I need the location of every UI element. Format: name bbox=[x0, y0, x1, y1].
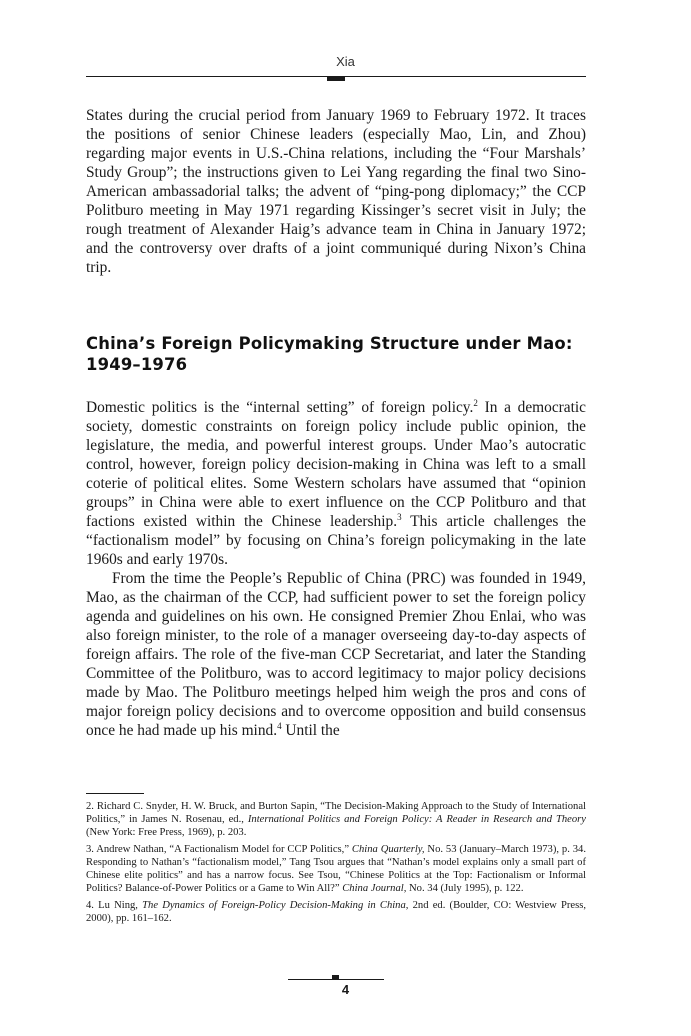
footer-rule bbox=[288, 979, 384, 980]
prc-text-a: From the time the People’s Republic of China (PRC) was founded in 1949, Mao, as the chairman of the CCP, had sufficient power to set the foreign policy agenda and guidelines on his own. He consigned Premier Zhou Enlai, who was also foreign minister, to the role of a manager overseeing day-to-day aspects of foreign affairs. The role of the five-man CCP Secretariat, and later the Standing Committee of the Politburo, was to accord legitimacy to major policy decisions made by Mao. The Politburo meetings helped him weigh the pros and cons of major foreign policy decisions and to overcome opposition and build consensus once he had made up his mind. bbox=[86, 570, 586, 739]
domestic-politics-paragraph bbox=[86, 398, 586, 569]
footnote-separator bbox=[86, 793, 144, 794]
main-body bbox=[86, 398, 586, 740]
footnote-4-title: The Dynamics of Foreign-Policy Decision-Making in China, bbox=[142, 900, 409, 911]
footnote-3-journal: China Quarterly, bbox=[351, 844, 425, 855]
footnote-3-text: 3. Andrew Nathan, “A Factionalism Model for CCP Politics,” bbox=[86, 844, 352, 855]
footnote-2 bbox=[86, 800, 586, 839]
running-head: Xia bbox=[336, 54, 355, 69]
footnote-4-pub: 2nd ed. (Boulder, CO: Westview Press, 2000), pp. 161–162. bbox=[86, 900, 586, 924]
domestic-text-c: This article challenges the “factionalism model” by focusing on China’s foreign policymaking in the late 1960s and early 1970s. bbox=[86, 513, 586, 568]
footnote-3-journal-2: China Journal, bbox=[342, 883, 407, 894]
prc-text-b: Until the bbox=[281, 722, 340, 739]
footnotes bbox=[86, 800, 586, 929]
header-rule-mark bbox=[327, 76, 345, 81]
footnote-2-text: 2. Richard C. Snyder, H. W. Bruck, and Burton Sapin, “The Decision-Making Approach to the Study of International Politics,” in James N. Rosenau, ed., bbox=[86, 801, 586, 825]
prc-paragraph bbox=[86, 569, 586, 740]
footnote-ref-4[interactable]: 4 bbox=[277, 720, 282, 731]
footnote-4-text: 4. Lu Ning, bbox=[86, 900, 143, 911]
footnote-4 bbox=[86, 899, 586, 925]
footnote-3-text-2: No. 53 (January–March 1973), p. 34. Responding to Nathan’s “factionalism model,” Tang Tsou argues that “Nathan’s model explains only a small part of Chinese elite politics” and has a narrow focus. See Tsou, “Chinese Politics at the Top: Factionalism or Informal Politics? Balance-of-Power Politics or a Game to Win All?” bbox=[86, 844, 586, 894]
section-heading: China’s Foreign Policymaking Structure under Mao: 1949–1976 bbox=[86, 334, 573, 374]
domestic-text-b: In a democratic society, domestic constraints on foreign policy include public opinion, the legislature, the media, and powerful interest groups. Under Mao’s autocratic control, however, foreign policy decision-making in China was left to a small coterie of political elites. Some Western scholars have assumed that “opinion groups” in China were able to exert influence on the CCP Politburo and that factions existed within the Chinese leadership. bbox=[86, 399, 587, 530]
footnote-ref-3[interactable]: 3 bbox=[397, 511, 402, 522]
domestic-text-a: Domestic politics is the “internal setting” of foreign policy. bbox=[86, 399, 474, 416]
intro-paragraph bbox=[86, 106, 586, 277]
footnote-3 bbox=[86, 843, 586, 895]
intro-paragraph-text: States during the crucial period from January 1969 to February 1972. It traces the positions of senior Chinese leaders (especially Mao, Lin, and Zhou) regarding major events in U.S.-China relations, including the “Four Marshals’ Study Group”; the instructions given to Lei Yang regarding the final two Sino-American ambassadorial talks; the advent of “ping-pong diplomacy;” the CCP Politburo meeting in May 1971 regarding Kissinger’s secret visit in July; the rough treatment of Alexander Haig’s advance team in China in January 1972; and the controversy over drafts of a joint communiqué during Nixon’s China trip. bbox=[86, 107, 586, 276]
footnote-2-pub: (New York: Free Press, 1969), p. 203. bbox=[86, 827, 247, 838]
footnote-2-title: International Politics and Foreign Policy: A Reader in Research and Theory bbox=[247, 814, 586, 825]
page-number: 4 bbox=[341, 982, 350, 997]
footnote-3-text-3: No. 34 (July 1995), p. 122. bbox=[406, 883, 524, 894]
footnote-ref-2[interactable]: 2 bbox=[473, 397, 478, 408]
